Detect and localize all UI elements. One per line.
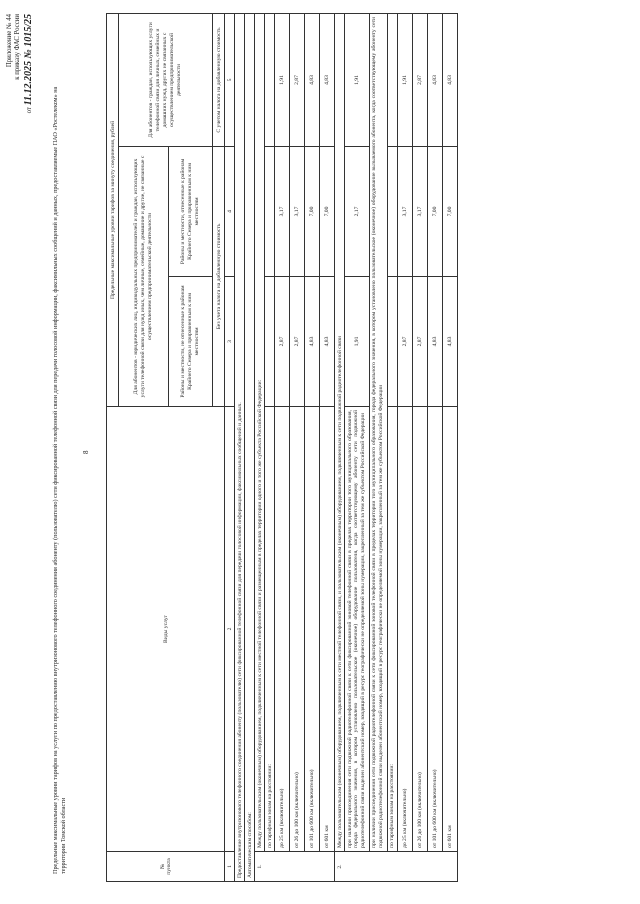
regions-non-north-header: Районы и местности, не отнесенные к районам Крайнего Севера и приравненным к ним местностям	[169, 277, 213, 407]
row-label: от 601 км	[442, 407, 457, 852]
row-label: от 601 км	[320, 407, 335, 852]
empty-cell	[265, 13, 275, 146]
item2-title-row	[335, 13, 345, 881]
table-row	[275, 13, 290, 881]
item2-sub1-text: при наличии присоединения сети подвижной радиотелефонной связи к сети фиксированной зоновой телефонной связи в пределах территории того муниципального образования, города федерального значения, в котором установлено пользовательское (оконечное) оборудование пользователя, когда соответствующему абоненту сети подвижной радиотелефонной связи выделен абонентский номер, входящий в ресурс географически не определяемой зоны нумерации, закрепленный за тем же субъектом Российской Федерации	[345, 407, 370, 852]
item1-number: 1.	[255, 852, 335, 882]
empty-cell	[265, 277, 275, 407]
table-row	[320, 13, 335, 881]
item2-sub2-text: при наличии присоединения сети подвижной радиотелефонной связи к сети фиксированной зоновой телефонной связи в пределах территории того муниципального образования, города федерального значения, в котором установлено пользовательское (оконечное) оборудование вызываемого абонента, когда соответствующему абоненту сети подвижной радиотелефонной связи выделен абонентский номер, входящий в ресурс географически не определяемой зоны нумерации, закрепленный за тем же субъектом Российской Федерации	[369, 13, 387, 851]
value-cell: 2,87	[290, 277, 305, 407]
table-row	[427, 13, 442, 881]
value-cell: 2,87	[290, 13, 305, 146]
value-cell: 7,00	[427, 147, 442, 277]
auto-method: Автоматическим способом:	[245, 13, 255, 881]
method-row	[245, 13, 255, 881]
document-heading: Предельные максимальные уровни тарифов на услуги по предоставлению внутризонового телефонного соединения абоненту (пользователю) сети фиксированной телефонной связи для передачи голосовой информации, факсимильных сообщений и данных, предоставляемые ПАО «Ростелеком» на территории Томской области	[52, 86, 68, 874]
item1-zones-row	[265, 13, 275, 881]
item2-zones-label: по тарифным зонам на расстоянии:	[387, 407, 397, 852]
value-cell: 3,17	[412, 147, 427, 277]
item2-zones-row	[387, 13, 397, 881]
value-cell: 4,83	[305, 13, 320, 146]
service-header: Виды услуг	[107, 407, 225, 852]
annex-block	[6, 14, 35, 144]
header-row-1	[107, 13, 119, 881]
value-cell: 4,83	[320, 13, 335, 146]
section-title: Предоставление внутризонового телефонного соединения абоненту (пользователю) сети фиксированной телефонной связи для передачи голосовой информации, факсимильных сообщений и данных.	[235, 13, 245, 881]
item1-zones-label: по тарифным зонам на расстоянии:	[265, 407, 275, 852]
annex-line-1: Приложение № 44	[6, 14, 13, 68]
table-row	[305, 13, 320, 881]
citizens-header: Для абонентов - граждан, использующих услуги телефонной связи для личных, семейных и домашних нужд, других не связанных с осуществлением предпринимательской деятельности	[119, 13, 213, 146]
value-cell: 1,91	[345, 277, 370, 407]
value-cell: 4,83	[427, 277, 442, 407]
column-number-row	[225, 13, 235, 881]
value-cell: 2,87	[397, 277, 412, 407]
tariff-group-header: Предельные максимальные уровни тарифов за минуту соединения, рублей	[107, 13, 119, 406]
row-label: от 26 до 100 км (включительно)	[290, 407, 305, 852]
item1-title-row	[255, 13, 265, 881]
legal-entities-header: Для абонентов - юридических лиц, индивидуальных предпринимателей и граждан, использующих услуги телефонной связи для нужд иных, чем личные, семейные, домашние и другие, не связанные с осуществлением предпринимательской деятельности	[119, 147, 169, 407]
page-mark: 8	[82, 450, 90, 454]
table-row	[290, 13, 305, 881]
value-cell: 1,91	[397, 13, 412, 146]
value-cell: 1,91	[275, 13, 290, 146]
num-header: № пункта	[107, 852, 225, 882]
value-cell: 2,87	[412, 277, 427, 407]
value-cell: 2,87	[275, 277, 290, 407]
item2-number: 2.	[335, 852, 458, 882]
value-cell: 7,00	[305, 147, 320, 277]
col-num-2: 2	[225, 407, 235, 852]
col-num-3: 3	[225, 277, 235, 407]
row-label: от 101 до 600 км (включительно)	[305, 407, 320, 852]
value-cell: 4,83	[305, 277, 320, 407]
value-cell: 2,87	[412, 13, 427, 146]
table-row	[412, 13, 427, 881]
section-row	[235, 13, 245, 881]
value-cell: 7,00	[442, 147, 457, 277]
table-row	[442, 13, 457, 881]
value-cell: 7,00	[320, 147, 335, 277]
value-cell: 3,17	[397, 147, 412, 277]
empty-cell	[387, 147, 397, 277]
row-label: от 26 до 100 км (включительно)	[412, 407, 427, 852]
value-cell: 4,83	[320, 277, 335, 407]
table-row	[397, 13, 412, 881]
annex-date-prefix: от	[25, 107, 33, 114]
row-label: до 25 км (включительно)	[397, 407, 412, 852]
annex-line-3	[23, 14, 36, 144]
value-cell: 2,17	[345, 147, 370, 277]
item1-text: Между пользовательским (оконечным) оборудованием, подключенным к сети местной телефонной связи и размещенным в пределах территории одного и того же субъекта Российской Федерации:	[255, 13, 265, 851]
empty-cell	[265, 147, 275, 277]
value-cell: 1,91	[345, 13, 370, 146]
col-num-4: 4	[225, 147, 235, 277]
empty-cell	[387, 277, 397, 407]
item2-sub1-row	[345, 13, 370, 881]
value-cell: 3,17	[290, 147, 305, 277]
vat-excluded-header: Без учета налога на добавленную стоимость	[213, 147, 225, 407]
value-cell: 3,17	[275, 147, 290, 277]
vat-included-header: С учетом налога на добавленную стоимость	[213, 13, 225, 146]
col-num-1: 1	[225, 852, 235, 882]
row-label: от 101 до 600 км (включительно)	[427, 407, 442, 852]
row-label: до 25 км (включительно)	[275, 407, 290, 852]
value-cell: 4,83	[442, 13, 457, 146]
tariff-table	[106, 13, 458, 882]
item2-text: Между пользовательским (оконечным) оборудованием, подключенным к сети местной телефонной связи, и пользовательским (оконечным) оборудованием, подключенным к сети подвижной радиотелефонной связи	[335, 13, 345, 851]
regions-north-header: Районы и местности, отнесенные к районам Крайнего Севера и приравненным к ним местностям	[169, 147, 213, 277]
value-cell: 4,83	[442, 277, 457, 407]
col-num-5: 5	[225, 13, 235, 146]
value-cell: 4,83	[427, 13, 442, 146]
empty-cell	[387, 13, 397, 146]
item2-sub2-row	[369, 13, 387, 881]
annex-handwritten-date: 11.12.2025 № 1015/25	[22, 14, 34, 106]
annex-line-2: к приказу ФАС России	[14, 14, 22, 80]
